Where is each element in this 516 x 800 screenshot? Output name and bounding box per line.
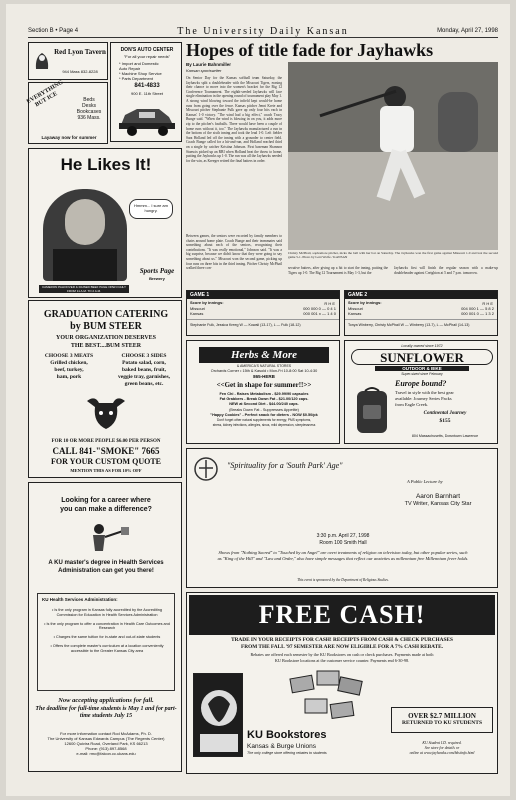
free-cash-detail: Rebates are offered each semester by the KU Bookstores on cash or check purchases. Payments made at both: [250, 652, 434, 657]
lecture-series: A Public Lecture by: [407, 479, 443, 484]
program-features-list: [42, 608, 172, 654]
free-cash-line: FROM THE FALL '97 SEMESTER ARE NOW ELIGIBLE FOR A 7% CASH REBATE.: [241, 644, 443, 650]
free-cash-ad: [186, 592, 498, 774]
contact-line: 12600 Quivira Road, Overland Park, KS 66213: [64, 741, 148, 746]
career-question: you can make a difference?: [60, 506, 152, 513]
catering-title: GRADUATION CATERING: [43, 309, 169, 320]
article-column-4: Jayhawks first will finish the regular season with a make-up doubleheader against Creighton at 5 and 7 p.m. tomorrow.: [394, 266, 498, 275]
health-services-ad: [28, 482, 182, 772]
program-features-box: [37, 593, 175, 691]
meat-item: ham, pork: [56, 374, 82, 380]
over-million-amount: OVER $2.7 MILLION: [408, 712, 476, 720]
herbs-product: NEW at Second Diet - $44.00/240 caps.: [229, 402, 299, 407]
red-lyon-address: 944 Mass 832-8228: [62, 69, 98, 74]
car-illustration-icon: [117, 103, 177, 137]
sunflower-body-line: from Eagle Creek.: [395, 401, 429, 407]
meat-item: Grilled chicken,: [50, 360, 88, 366]
ku-bookstores-locations: Kansas & Burge Unions: [247, 743, 317, 750]
team-name: Missouri: [348, 306, 363, 311]
herbs-product: Fen Chi - Raises Metabolism - $29.99/90 capsules: [219, 392, 309, 396]
sunflower-logo: SUNFLOWER: [351, 349, 493, 365]
sunflower-body-line: Travel in style with the best gear: [395, 390, 454, 395]
meats-column: [33, 353, 105, 381]
application-deadline: The deadline for full-time students is May 1 and for part-time students July 15: [35, 706, 177, 719]
furniture-list: [71, 97, 107, 121]
herbs-product: Fat Grabbers - Break Down Fat - $21.00/120 caps.: [219, 397, 309, 402]
over-million-box: [391, 707, 493, 733]
furniture-ad: [25, 79, 108, 144]
sides-column: [107, 353, 181, 388]
paper-title: The University Daily Kansan: [177, 26, 349, 37]
contact-line: For more information contact Rod McAdams, Ph. D.: [60, 731, 152, 736]
furniture-item: Beds: [83, 97, 95, 103]
backpack-icon: [353, 385, 391, 437]
pitchers-line: Tonya Winberry, Christy McPhail W — Winberry (13-7), L — McPhail (14-13): [345, 319, 497, 327]
box-score-game-2: [344, 290, 498, 336]
rhe-header: R H E: [324, 301, 335, 306]
religion-symbol-icon: [193, 455, 219, 485]
side-item: green beans, etc.: [124, 381, 164, 387]
dons-service-item: Auto Repair: [119, 66, 141, 71]
dons-phone: 841-4833: [134, 83, 160, 89]
program-feature: • Charges the same tuition for in-state and out-of-state students: [53, 635, 161, 640]
rebate-note-line: See store for details or: [424, 745, 460, 750]
he-likes-it-headline: He Likes It!: [60, 155, 152, 174]
lecture-title: "Spirituality for a 'South Park' Age": [227, 461, 343, 470]
sides-heading: CHOOSE 3 SIDES: [121, 353, 167, 359]
herbs-subtitle: & AMERICA'S NATURAL STORES: [236, 364, 292, 368]
europe-headline: Europe bound?: [395, 379, 447, 388]
sports-page-ad: [28, 148, 182, 298]
lion-logo-icon: [33, 49, 51, 73]
herbs-product: stress, kidney infections, allergies, sinus, mild depression, sleeplessness: [212, 423, 316, 428]
man-portrait-image: [43, 189, 127, 281]
catering-tagline: THE BEST....BUM STEER: [70, 343, 142, 349]
sunflower-tagline: Super-sized since February: [401, 372, 443, 376]
sunflower-address: 804 Massachusetts, Downtown Lawrence: [411, 434, 479, 438]
masthead: [28, 26, 498, 38]
contact-line: Phone: (913) 897-8568: [85, 746, 127, 751]
game-label: GAME 2: [345, 291, 497, 299]
contact-line: e-mail: rmc@falcon.cc.ukans.edu: [76, 751, 136, 756]
herbs-and-more-ad: [186, 340, 340, 444]
box-score-heading: Score by innings:: [348, 300, 382, 305]
team-name: Kansas: [190, 311, 204, 316]
herbs-phone: 865-HERB: [253, 374, 275, 379]
team-line: 000 001 x — 1 4 0: [303, 311, 336, 316]
furniture-item: 936 Mass.: [77, 115, 101, 121]
photo-caption: Christy McPhail, sophomore pitcher, nicks the ball with her bat on Saturday. The Jayhawks won the first game against Missouri 1-0 and lost the second game 5-1. Photo by Lexi Wolfe / KANSAN: [288, 251, 498, 260]
career-question: Looking for a career where: [61, 497, 151, 504]
article-byline: By Laurie Bahnmiller: [186, 62, 232, 67]
program-features-title: KU Health Services Administration:: [42, 597, 118, 602]
ku-bookstores-name: KU Bookstores: [247, 729, 327, 741]
game-label: GAME 1: [187, 291, 339, 299]
dons-services: [119, 61, 181, 81]
meat-item: beef, turkey,: [54, 367, 84, 373]
article-headline: Hopes of title fade for Jayhawks: [186, 40, 434, 60]
article-column-1: On Senior Day for the Kansas softball team Saturday, the Jayhawks split a doubleheader with the Missouri Tigers, erasing their chance to move into the women's bracket for the Big 12 Conference Tournament. The eighth-seeded Jayhawks will face single elimination in the opening round of tournament play May 1. A strong wind blowing toward the infield kept would-be home runs from going over the fence. Kansas pitcher Jenni Kreie and Missouri pitcher Stephanie Fulk gave up only four hits each in Kansas' 1-0 victory. "The wind had a big effect," coach Tracy Bunge said. "When the wind is blowing in on you, it adds more zip to the pitcher's fastballs. There would have been a couple of home runs without it, too." The Jayhawks manufactured a run in the bottom of the sixth inning and took the lead 1-0. Left fielder Sara Holland led off the inning with a grounder to center field. Coach Bunge called for a hit-and-run, and Holland reached third on a single by catcher Kristina Johnson. First baseman Shannon Stanwix picked up an RBI when Holland beat the throw to home, putting the Jayhawks up 1-0. The run was all the Jayhawks needed for the win, as Kreeger retired the final batters in order.: [186, 76, 282, 163]
product-name: Continental Journey: [423, 411, 467, 416]
box-score-row: [345, 311, 497, 316]
box-score-row: [187, 311, 339, 316]
sports-page-brand: Sports Page: [139, 267, 175, 275]
lecture-speaker: Aaron Barnhart: [415, 493, 461, 500]
rebate-note: [391, 741, 493, 755]
herbs-address: Orchards Corner • 15th & Kasold • Mon-Fri 10-8:00 Sat 10-4:30: [210, 369, 318, 373]
everything-but-ice-badge: EVERYTHING BUT ICE: [25, 79, 65, 109]
byline-role: Kansan sportswriter: [186, 68, 222, 73]
herbs-product: "Happy Cookies" - Perfect snack for dieters - NOW $0.50/pk: [210, 412, 318, 417]
lecture-room: Room 100 Smith Hall: [319, 540, 367, 546]
dons-name: DON'S AUTO CENTER: [120, 47, 174, 53]
issue-date: Monday, April 27, 1998: [437, 28, 498, 34]
box-score-heading: Score by innings:: [190, 300, 224, 305]
box-score-game-1: [186, 290, 340, 336]
hours-caption: CAMERON PAHOOVER & RAISED BEEF PAGE OPEN DAILY FROM 11 A.M. TO 2 A.M.: [39, 285, 129, 293]
contact-info: [33, 731, 179, 756]
team-line: 004 000 1 — 5 8 2: [461, 306, 494, 311]
sunflower-subtitle: OUTDOOR & BIKE: [375, 366, 469, 371]
side-item: Potato salad, corn,: [122, 360, 166, 366]
product-price: $155: [439, 418, 451, 424]
section-label: Section B • Page 4: [28, 28, 79, 34]
program-feature: • Is the only program to offer a concentration in Health Care Outcomes and Research: [44, 621, 170, 631]
team-name: Missouri: [190, 306, 205, 311]
free-cash-line: TRADE IN YOUR RECEIPTS FOR CASH! RECEIPTS FROM CASH & CHECK PURCHASES: [231, 637, 453, 643]
side-item: veggie tray, garnishes,: [118, 374, 170, 380]
dons-auto-ad: [110, 42, 182, 142]
team-line: 000 001 0 — 1 3 2: [461, 311, 494, 316]
sunflower-outdoor-ad: [344, 340, 498, 444]
returned-to-students: RETURNED TO KU STUDENTS: [401, 720, 483, 726]
catering-by: by BUM STEER: [70, 321, 142, 332]
herbs-product: (Breaks Down Fat - Suppresses Appetite): [229, 407, 299, 412]
pitchers-line: Stephanie Fulk, Jessica Kreeg W — Kowali (13-17), L — Fulk (18-12): [187, 319, 339, 327]
sunflower-body: [395, 390, 495, 407]
team-name: Kansas: [348, 311, 362, 316]
softball-photo: [288, 62, 498, 250]
contact-line: The University of Kansas Edwards Campus (The Regents Center): [47, 736, 165, 741]
person-illustration-icon: [83, 521, 133, 553]
article-column-2: Between games, the seniors were escorted by family members to chairs around home plate. Coach Bunge and their teammates said something about each of the seniors, recognizing their contributions. "It was really emotional," Johnson said. "It was a big surprise, because we didn't know that they were going to say something about us." Missouri won the second game, picking up four runs on three hits in the third inning. Pitcher Christy McPhail walked three con-: [186, 234, 282, 271]
red-lyon-name: Red Lyon Tavern: [54, 48, 106, 56]
rhe-header: R H E: [482, 301, 493, 306]
brewery-label: Brewery: [149, 276, 165, 281]
team-line: 000 000 0 — 0 4 1: [303, 306, 336, 311]
meats-heading: CHOOSE 3 MEATS: [44, 353, 94, 359]
furniture-item: Bookcases: [76, 109, 102, 115]
herbs-logo: Herbs & More: [199, 347, 329, 363]
ku-bookstores-slogan: The only college store offering rebates to students: [247, 751, 327, 755]
accepting-applications: Now accepting applications for fall.: [58, 697, 154, 704]
side-item: baked beans, fruit,: [121, 367, 166, 373]
lecture-announcement: [186, 448, 498, 588]
sunflower-body-line: available: Journey Series Packs: [395, 395, 452, 401]
dons-tagline: "For all your repair needs": [123, 54, 171, 59]
catering-phone: CALL 841-"SMOKE" 7665: [52, 446, 160, 456]
program-feature: • Is the only program in Kansas fully accredited by the Accrediting Commission for Education in Health Services Administration: [51, 608, 163, 617]
lecture-description: Shows from "Nothing Sacred" to "Touched by an Angel" are overt treatments of religion on television today, but other popular series, such as "King of the Hill" and "Law and Order," also have simple messages that reflect our anxieties as millennium free Millennium fever holds.: [217, 550, 469, 561]
speech-bubble: Hmmm... I sure am hungry.: [129, 199, 173, 219]
career-headline: A KU master's degree in Health Services Administration can get you there!: [48, 560, 164, 574]
receipts-cards-icon: [287, 669, 367, 725]
lecture-sponsor: This event is sponsored by the Department of Religious Studies.: [297, 578, 389, 582]
free-cash-title: FREE CASH!: [189, 595, 495, 635]
catering-tagline: YOUR ORGANIZATION DESERVES: [55, 335, 157, 341]
rebate-note-line: KU Student I.D. required.: [422, 741, 462, 745]
red-lyon-ad: [28, 42, 108, 80]
herbs-product: Don't forget other natural supplements for energy, PMS symptoms,: [216, 418, 312, 423]
dons-service-item: * Parts Department: [119, 76, 154, 81]
free-cash-detail: KU Bookstore locations at the customer service counter. Payments end 6-30-98.: [274, 658, 410, 663]
herbs-products: [191, 392, 337, 428]
layaway-slogan: Layaway now for summer: [41, 135, 97, 140]
dons-address: 900 E. 11th Street: [131, 91, 163, 96]
catering-discount: MENTION THIS AS FOR 10% OFF: [70, 468, 142, 473]
steer-mascot-icon: [83, 393, 129, 433]
speaker-title: TV Writer, Kansas City Star: [404, 501, 472, 507]
sunflower-since: Locally owned since 1972: [401, 344, 443, 348]
program-feature: • Offers the complete master's curriculum at a location conveniently accessible to the Greater Kansas City area: [50, 643, 164, 653]
dons-service-item: * Import and Domestic: [119, 61, 159, 66]
lecture-time: 3:30 p.m. April 27, 1998: [316, 533, 370, 539]
furniture-item: Desks: [82, 103, 96, 109]
catering-price: FOR 10 OR MORE PEOPLE $6.00 PER PERSON: [51, 439, 161, 444]
rebate-note-line: online at www.jayhawks.com/bkstinfo.html: [409, 750, 475, 755]
article-column-3: secutive batters, after giving up a hit to start the inning, putting the Tigers up 1-0. The Big 12 Tournament is May 1-3, but the: [288, 266, 388, 275]
catering-ad: [28, 300, 182, 478]
herbs-tagline: <<Get in shape for summer!!>>: [216, 381, 312, 389]
dons-service-item: * Machine Shop Service: [119, 71, 162, 76]
jayhawk-logo-icon: [193, 673, 243, 757]
catering-quote: FOR YOUR CUSTOM QUOTE: [50, 457, 161, 466]
